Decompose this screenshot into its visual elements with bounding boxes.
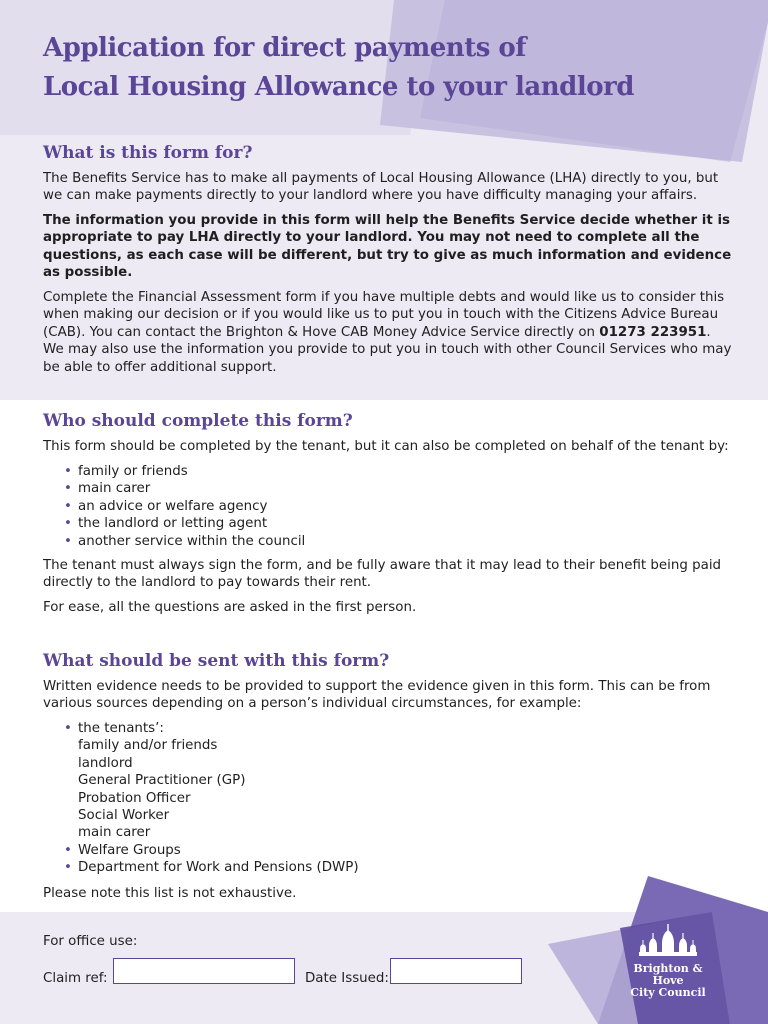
sub-list-item: Probation Officer bbox=[78, 790, 191, 806]
financial-assessment-text: Complete the Financial Assessment form if you have multiple debts and would like us to consider this when making our decision or if you would like us to put you in touch with the Citizens Advice Bureau (CAB). You can contact the Brighton & Hove CAB Money Advice Service directly on bbox=[43, 290, 725, 340]
date-issued-field[interactable] bbox=[390, 958, 522, 984]
first-person-note: For ease, all the questions are asked in the first person. bbox=[43, 600, 417, 615]
pavilion-icon bbox=[633, 922, 703, 960]
page-title bbox=[43, 29, 634, 107]
sub-list-item: Social Worker bbox=[78, 808, 170, 824]
logo-line-1: Brighton & Hove bbox=[633, 962, 703, 987]
list-item: • an advice or welfare agency bbox=[64, 498, 305, 515]
list-item: • Welfare Groups bbox=[64, 842, 359, 859]
tenants-label: • the tenants’: bbox=[78, 721, 164, 736]
financial-assessment-paragraph bbox=[43, 289, 733, 376]
list-item bbox=[64, 720, 359, 842]
council-logo bbox=[620, 922, 716, 1002]
not-exhaustive-note: Please note this list is not exhaustive. bbox=[43, 886, 297, 901]
who-completes-intro: This form should be completed by the tenant, but it can also be completed on behalf of the tenant by: bbox=[43, 439, 729, 454]
title-line-2: Local Housing Allowance to your landlord bbox=[43, 72, 634, 102]
evidence-list bbox=[64, 720, 359, 877]
sub-list-item: General Practitioner (GP) bbox=[78, 773, 246, 789]
claim-ref-label: Claim ref: bbox=[43, 971, 108, 986]
claim-ref-field[interactable] bbox=[113, 958, 295, 984]
sub-list-item: family and/or friends bbox=[78, 738, 218, 754]
sub-list-item: main carer bbox=[78, 825, 151, 841]
sub-list-item: landlord bbox=[78, 755, 133, 771]
list-item: • family or friends bbox=[64, 463, 305, 480]
who-completes-list bbox=[64, 463, 305, 550]
list-item: • main carer bbox=[64, 480, 305, 497]
list-item: • Department for Work and Pensions (DWP) bbox=[64, 859, 359, 876]
logo-line-2: City Council bbox=[630, 986, 706, 999]
section-heading-what-to-send: What should be sent with this form? bbox=[43, 651, 390, 671]
list-item: • another service within the council bbox=[64, 533, 305, 550]
form-purpose-paragraph: The Benefits Service has to make all payments of Local Housing Allowance (LHA) directly to you, but we can make payments directly to your landlord where you have difficulty managing your affairs. bbox=[43, 171, 719, 204]
list-item: • the landlord or letting agent bbox=[64, 515, 305, 532]
office-use-label: For office use: bbox=[43, 934, 138, 949]
tenant-sign-paragraph: The tenant must always sign the form, and be fully aware that it may lead to their benefit being paid directly to the landlord to pay towards their rent. bbox=[43, 558, 722, 591]
section-heading-form-purpose: What is this form for? bbox=[43, 143, 253, 163]
form-purpose-bold-paragraph: The information you provide in this form will help the Benefits Service decide whether it is appropriate to pay LHA directly to your landlord. You may not need to complete all the questions, as each case will be different, but try to give as much information and evidence as possible. bbox=[43, 213, 732, 281]
evidence-intro: Written evidence needs to be provided to support the evidence given in this form. This can be from various sources depending on a person’s individual circumstances, for example: bbox=[43, 679, 711, 712]
date-issued-label: Date Issued: bbox=[305, 971, 389, 986]
title-line-1: Application for direct payments of bbox=[43, 33, 526, 63]
financial-assessment-text-end: . We may also use the information you provide to put you in touch with other Council Services who may be able to offer additional support. bbox=[43, 324, 732, 375]
section-heading-who-completes: Who should complete this form? bbox=[43, 411, 353, 431]
cab-phone-number: 01273 223951 bbox=[599, 324, 707, 340]
